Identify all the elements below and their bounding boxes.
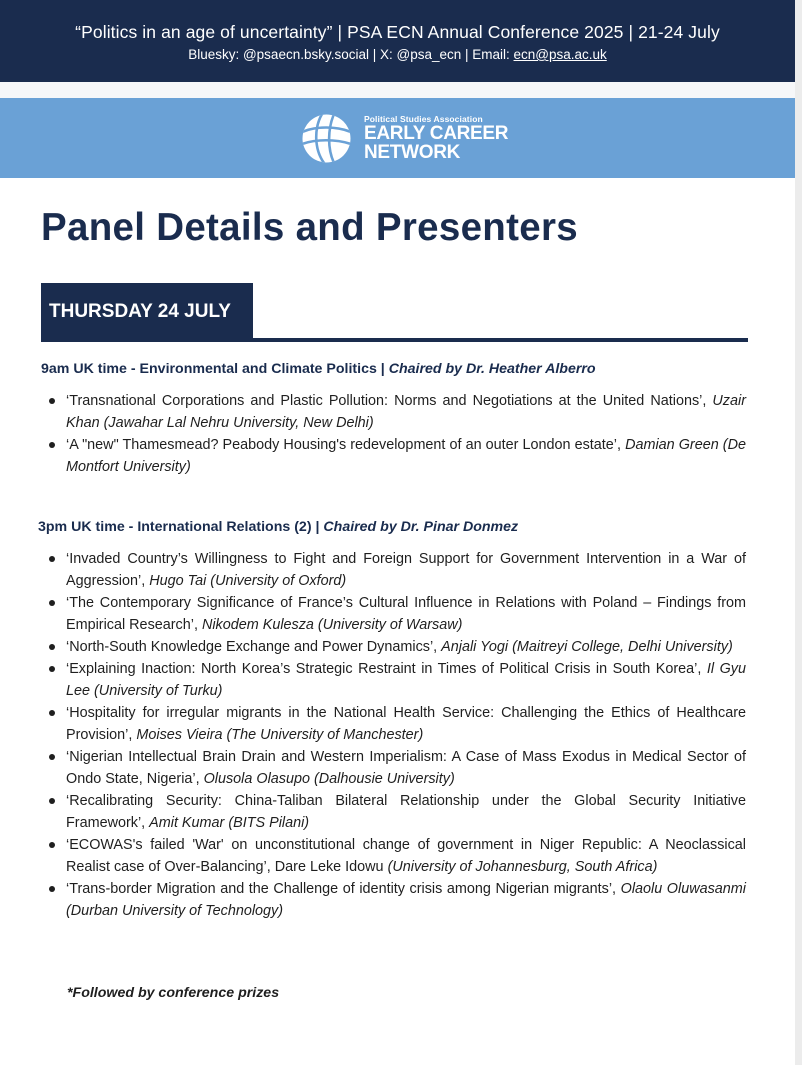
list-item — [48, 790, 746, 834]
talk-presenter: Uzair Khan (Jawahar Lal Nehru University, New Delhi) — [66, 393, 746, 431]
talk-presenter: (University of Johannesburg, South Africa) — [387, 859, 658, 875]
talk-presenter: Moises Vieira (The University of Manchester) — [136, 727, 424, 743]
session-heading-afternoon — [38, 519, 518, 535]
talk-title: ‘A "new" Thamesmead? Peabody Housing's redevelopment of an outer London estate’, — [66, 437, 626, 453]
list-item — [48, 390, 746, 434]
talk-presenter: Il Gyu Lee (University of Turku) — [66, 661, 746, 699]
footnote: *Followed by conference prizes — [67, 985, 280, 1001]
page-edge — [795, 0, 802, 1065]
list-item — [48, 434, 746, 478]
list-item — [48, 636, 746, 658]
list-item — [48, 878, 746, 922]
talk-title: ‘Recalibrating Security: China-Taliban Bilateral Relationship under the Global Security Initiative Framework’, — [66, 793, 746, 831]
session-time-topic: 9am UK time - Environmental and Climate Politics | — [41, 361, 389, 377]
social-handles: Bluesky: @psaecn.bsky.social | X: @psa_ecn | Email: — [188, 47, 514, 62]
talk-list-morning — [48, 390, 746, 478]
conference-header-bar — [0, 0, 795, 82]
header-gap — [0, 82, 795, 98]
talk-presenter: Damian Green (De Montfort University) — [66, 437, 746, 475]
talk-presenter: Nikodem Kulesza (University of Warsaw) — [201, 617, 463, 633]
list-item — [48, 746, 746, 790]
session-chair: Chaired by Dr. Pinar Donmez — [323, 519, 519, 535]
talk-list-afternoon — [48, 548, 746, 922]
list-item — [48, 592, 746, 636]
talk-presenter: Amit Kumar (BITS Pilani) — [149, 815, 310, 831]
talk-presenter: Hugo Tai (University of Oxford) — [149, 573, 347, 589]
talk-title: ‘North-South Knowledge Exchange and Power Dynamics’, — [66, 639, 442, 655]
talk-presenter: Olaolu Oluwasanmi (Durban University of Technology) — [66, 881, 746, 919]
talk-title: ‘The Contemporary Significance of France’s Cultural Influence in Relations with Poland – Findings from Empirical Research’, — [66, 595, 746, 633]
session-time-topic: 3pm UK time - International Relations (2) | — [38, 519, 324, 535]
day-divider — [41, 338, 748, 342]
list-item — [48, 834, 746, 878]
logo-wordmark — [364, 114, 508, 162]
talk-presenter: Anjali Yogi (Maitreyi College, Delhi University) — [441, 639, 733, 655]
list-item — [48, 702, 746, 746]
conference-title: “Politics in an age of uncertainty” | PSA ECN Annual Conference 2025 | 21-24 July — [75, 22, 720, 42]
list-item — [48, 658, 746, 702]
talk-title: ‘Explaining Inaction: North Korea’s Strategic Restraint in Times of Political Crisis in South Korea’, — [66, 661, 707, 677]
day-label: THURSDAY 24 JULY — [41, 283, 253, 340]
session-heading-morning — [41, 361, 596, 377]
contact-line — [0, 47, 795, 62]
talk-title: ‘Transnational Corporations and Plastic Pollution: Norms and Negotiations at the United Nations’, — [66, 393, 713, 409]
list-item — [48, 548, 746, 592]
globe-icon — [300, 112, 353, 165]
page-title: Panel Details and Presenters — [41, 206, 578, 249]
email-link[interactable]: ecn@psa.ac.uk — [513, 47, 607, 62]
logo-small-text: Political Studies Association — [364, 114, 483, 124]
talk-presenter: Olusola Olasupo (Dalhousie University) — [203, 771, 455, 787]
logo-line-1: EARLY CAREER — [364, 123, 509, 144]
talk-title: ‘Nigerian Intellectual Brain Drain and Western Imperialism: A Case of Mass Exodus in Medical Sector of Ondo State, Nigeria’, — [66, 749, 746, 787]
talk-title: ‘Hospitality for irregular migrants in the National Health Service: Challenging the Ethics of Healthcare Provision’, — [66, 705, 746, 743]
talk-title: ‘ECOWAS's failed 'War' on unconstitutional change of government in Niger Republic: A Neoclassical Realist case of Over-Balancing’, Dare Leke Idowu — [66, 837, 746, 875]
logo-line-2: NETWORK — [364, 142, 461, 163]
session-chair: Chaired by Dr. Heather Alberro — [388, 361, 596, 377]
talk-title: ‘Invaded Country’s Willingness to Fight and Foreign Support for Government Intervention in a War of Aggression’, — [66, 551, 746, 589]
talk-title: ‘Trans-border Migration and the Challenge of identity crisis among Nigerian migrants’, — [66, 881, 621, 897]
